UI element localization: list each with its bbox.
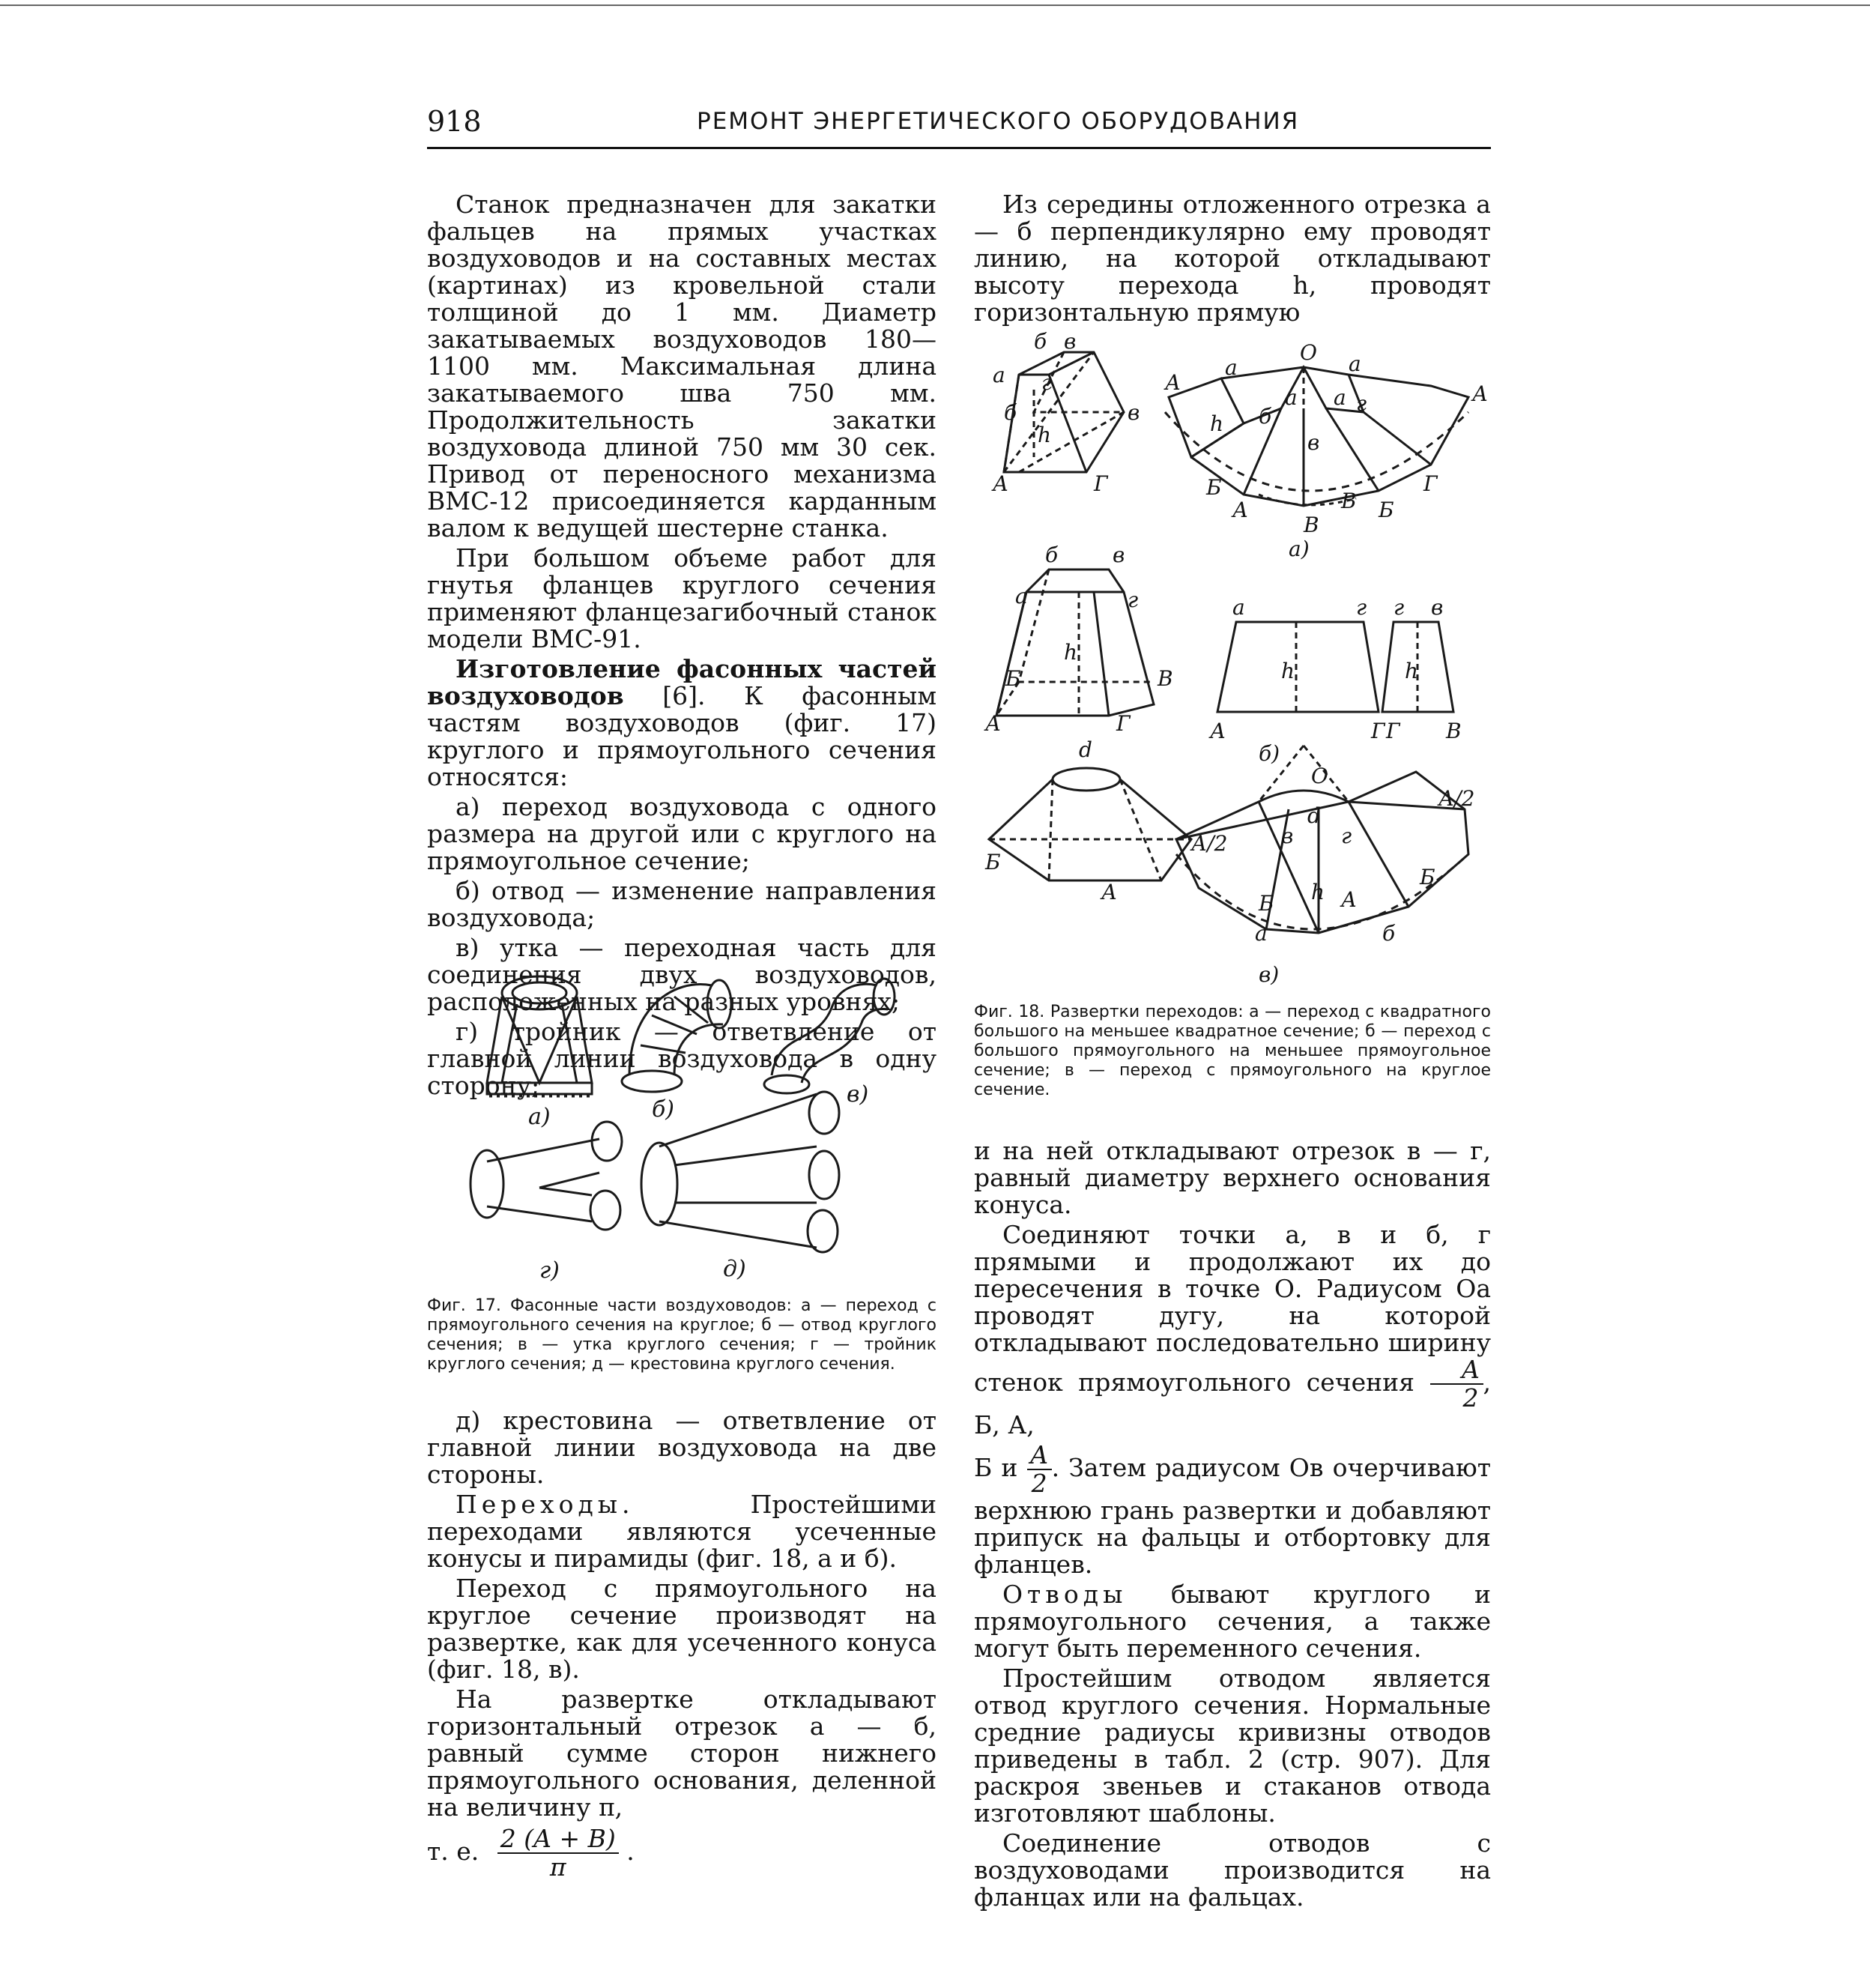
left-column-bottom <box>427 1407 936 1884</box>
running-title: РЕМОНТ ЭНЕРГЕТИЧЕСКОГО ОБОРУДОВАНИЯ <box>697 108 1300 135</box>
fig18-label: б <box>1004 400 1017 425</box>
paragraph: При большом объеме работ для гнутья фланцев круглого сечения применяют фланцезагибочный станок модели ВМС-91. <box>427 543 936 653</box>
fig18-label: в <box>1128 400 1140 425</box>
fig18-label: Б <box>1420 865 1435 889</box>
fig18-label: А <box>985 711 1002 736</box>
fig17-label-v: в) <box>847 1081 869 1108</box>
fraction-a-half <box>1430 1356 1483 1412</box>
fig18-label: а <box>1285 385 1298 410</box>
fig17-label-b: б) <box>652 1096 675 1123</box>
fig18-label: б <box>1382 921 1396 946</box>
paragraph <box>974 1442 1491 1578</box>
right-column <box>974 191 1491 329</box>
page-header <box>427 105 1491 142</box>
list-item: б) отвод — изменение направления воздуховода; <box>427 876 936 932</box>
fig18-label: г <box>1356 391 1367 416</box>
fig18-label: Г <box>1423 471 1438 496</box>
fig17-label-a: а) <box>528 1104 551 1130</box>
list-item: а) переход воздуховода с одного размера на другой или с круглого на прямоугольное сечение; <box>427 792 936 875</box>
fig18-label: Г <box>1386 719 1400 743</box>
fraction-denominator: 2 <box>1462 1383 1479 1413</box>
fraction-a-half <box>1027 1442 1052 1497</box>
paragraph-text: Простейшими переходами являются усеченные конусы и пирамиды (фиг. 18, а и б). <box>427 1490 936 1573</box>
fig18-label: А <box>1472 381 1489 406</box>
formula-fraction <box>497 1825 619 1881</box>
fig18-label: б <box>1045 543 1059 567</box>
fraction-denominator: 2 <box>1031 1469 1047 1498</box>
fig18-label: В <box>1158 666 1173 691</box>
fig18-label: в <box>1431 595 1444 620</box>
figure-17-caption: Фиг. 17. Фасонные части воздуховодов: а — переход с прямоугольного сечения на круглое; б — отвод круглого сечения; в — утка круглого сечения; г — тройник круглого сечения; д — крестовина круглого сечения. <box>427 1296 936 1374</box>
fig18-label: Г <box>1094 471 1108 496</box>
header-rule <box>427 147 1491 149</box>
fraction-numerator: А <box>1430 1356 1483 1385</box>
paragraph: Станок предназначен для закатки фальцев на прямых участках воздуховодов и на составных местах (картинах) из кровельной стали толщиной до 1 мм. Диаметр закатываемых воздуховодов 180—1100 мм. Максимальная длина закатываемого шва 750 мм. Продолжительность закатки воздуховода длиной 750 мм 30 сек. Привод от переносного механизма ВМС-12 присоединяется карданным валом к ведущей шестерне станка. <box>427 190 936 543</box>
fig18-label: d <box>1079 737 1092 762</box>
fig18-label: г <box>1394 595 1405 620</box>
fig18-label: Г <box>1371 719 1385 743</box>
fig18-label: h <box>1405 659 1419 683</box>
fig18-label: О <box>1311 764 1328 788</box>
formula-denominator: π <box>549 1852 566 1882</box>
fig18-label: h <box>1311 880 1325 904</box>
fig18-label: г <box>1041 370 1053 395</box>
fig18-label: а <box>1015 584 1028 608</box>
formula-line <box>427 1825 936 1881</box>
paragraph: Простейшим отводом является отвод круглого сечения. Нормальные средние радиусы кривизны отводов приведены в табл. 2 (стр. 907). Для раскроя звеньев и стаканов отвода изготовляют шаблоны. <box>974 1664 1491 1828</box>
fig18-label: А <box>1232 498 1249 522</box>
fraction-numerator: А <box>1027 1442 1052 1470</box>
fig18-label: А <box>1341 887 1358 912</box>
fig18a-pyramid-drawing <box>1004 352 1124 472</box>
paragraph <box>427 656 936 791</box>
fig17-label-g: г) <box>539 1257 560 1284</box>
fig18-label: h <box>1210 411 1224 436</box>
figure-17 <box>427 963 936 1285</box>
fig18-label: а <box>993 363 1005 387</box>
paragraph: и на ней откладывают отрезок в — г, равный диаметру верхнего основания конуса. <box>974 1136 1491 1219</box>
fig18-label: б <box>1034 330 1047 354</box>
fig18-sublabel-c: в) <box>1259 962 1280 987</box>
fig18-label: Б <box>1259 891 1274 916</box>
paragraph-text: Соединяют точки а, в и б, г прямыми и продолжают их до пересечения в точке О. Радиусом Оа проводят дугу, на которой откладывают последовательно ширину стенок прямоугольного сечения <box>974 1220 1491 1397</box>
paragraph: Переход с прямоугольного на круглое сечение производят на развертке, как для усеченного конуса (фиг. 18, в). <box>427 1574 936 1684</box>
fig18-label: А <box>1101 880 1118 904</box>
fig18-label: В <box>1304 513 1319 537</box>
spaced-term: Переходы. <box>456 1490 635 1519</box>
paragraph: Из середины отложенного отрезка а — б перпендикулярно ему проводят линию, на которой откладывают высоту перехода h, проводят горизонтальную прямую <box>974 190 1491 327</box>
spaced-term: Отводы <box>1002 1580 1128 1609</box>
fig18-label: б <box>1259 404 1272 429</box>
paragraph: На развертке откладывают горизонтальный отрезок а — б, равный сумме сторон нижнего прямоугольного основания, деленной на величину π, <box>427 1685 936 1822</box>
formula-prefix: т. е. <box>427 1837 479 1866</box>
fig18-sublabel-b: б) <box>1259 741 1280 766</box>
fig18-label: Б <box>1206 475 1222 500</box>
fig18-label: О <box>1300 340 1317 365</box>
fig18-label: а <box>1349 351 1361 376</box>
fig18-label: h <box>1064 640 1078 665</box>
figure-18-caption: Фиг. 18. Развертки переходов: а — переход с квадратного большого на меньшее квадратное сечение; б — переход с большого прямоугольного на меньшее прямоугольное сечение; в — переход с прямоугольного на круглое сечение. <box>974 1003 1491 1099</box>
fig18c-transition-drawing <box>989 768 1191 880</box>
formula-numerator: 2 (A + B) <box>497 1825 619 1854</box>
fig17-transition-drawing <box>487 976 592 1096</box>
fig18-label: Б <box>1005 666 1021 691</box>
fig18-label: в <box>1064 330 1077 354</box>
fig18-label: Б <box>985 850 1001 874</box>
figure-18 <box>974 330 1491 989</box>
fig18-label: Б <box>1379 498 1394 522</box>
fig18-label: h <box>1281 659 1295 683</box>
fig17-elbow-drawing <box>622 980 731 1092</box>
fig18-label: d <box>1307 803 1321 828</box>
paragraph: Соединение отводов с воздуховодами производится на фланцах или на фальцах. <box>974 1828 1491 1912</box>
fig18-label: А <box>1210 719 1226 743</box>
fig18-label: А <box>1165 370 1181 395</box>
paragraph <box>974 1581 1491 1662</box>
fig18-label: в <box>1307 430 1320 455</box>
fig18-label: В <box>1341 489 1357 513</box>
fig18-label: в <box>1281 824 1294 848</box>
fig18-label: а <box>1225 355 1238 380</box>
list-item: д) крестовина — ответвление от главной линии воздуховода на две стороны. <box>427 1406 936 1489</box>
fig18-label: а <box>1232 595 1245 620</box>
section-heading: Изготовление фасонных частей воздуховодов <box>427 654 936 710</box>
fig17-offset-drawing <box>764 979 895 1093</box>
fig18-label: h <box>1038 423 1052 447</box>
page-number: 918 <box>427 105 482 138</box>
paragraph <box>427 1491 936 1572</box>
paragraph-text: Б и <box>974 1453 1018 1482</box>
fig18-sublabel-a: а) <box>1289 537 1310 561</box>
paragraph <box>974 1221 1491 1439</box>
fig18-label: г <box>1341 824 1352 848</box>
list-item: в) утка — переходная часть для соединения двух воздуховодов, расположенных на разных уровнях; <box>427 933 936 1016</box>
fig18-label: г <box>1356 595 1367 620</box>
fig17-label-d: д) <box>723 1256 746 1282</box>
fig18-label: а <box>1255 921 1268 946</box>
fig17-tee-drawing <box>470 1122 622 1230</box>
paragraph-text: бывают круглого и прямоугольного сечения, а также могут быть переменного сечения. <box>974 1580 1491 1663</box>
paragraph-text: , Б, А, <box>974 1368 1491 1439</box>
fig18-label: А <box>993 471 1009 496</box>
fig18-label: Г <box>1116 711 1131 736</box>
fig18-label: а <box>1334 385 1346 410</box>
paragraph-text: . Затем радиусом Ов очерчивают верхнюю грань развертки и добавляют припуск на фальцы и отбортовку для фланцев. <box>974 1453 1491 1579</box>
right-column-bottom <box>974 1137 1491 1914</box>
fig18-label: г <box>1128 587 1139 612</box>
top-scan-line <box>0 4 1870 6</box>
list-item: г) тройник — ответвление от главной линии воздуховода в одну сторону; <box>427 1017 936 1100</box>
formula-suffix: . <box>626 1837 635 1866</box>
fig18-label: В <box>1446 719 1462 743</box>
fig18-label: в <box>1113 543 1125 567</box>
fig18-label: А/2 <box>1438 786 1475 811</box>
fig18-label: А/2 <box>1191 831 1228 856</box>
paragraph-text: [6]. К фасонным частям воздуховодов (фиг. 17) круглого и прямоугольного сечения относятся: <box>427 681 936 791</box>
